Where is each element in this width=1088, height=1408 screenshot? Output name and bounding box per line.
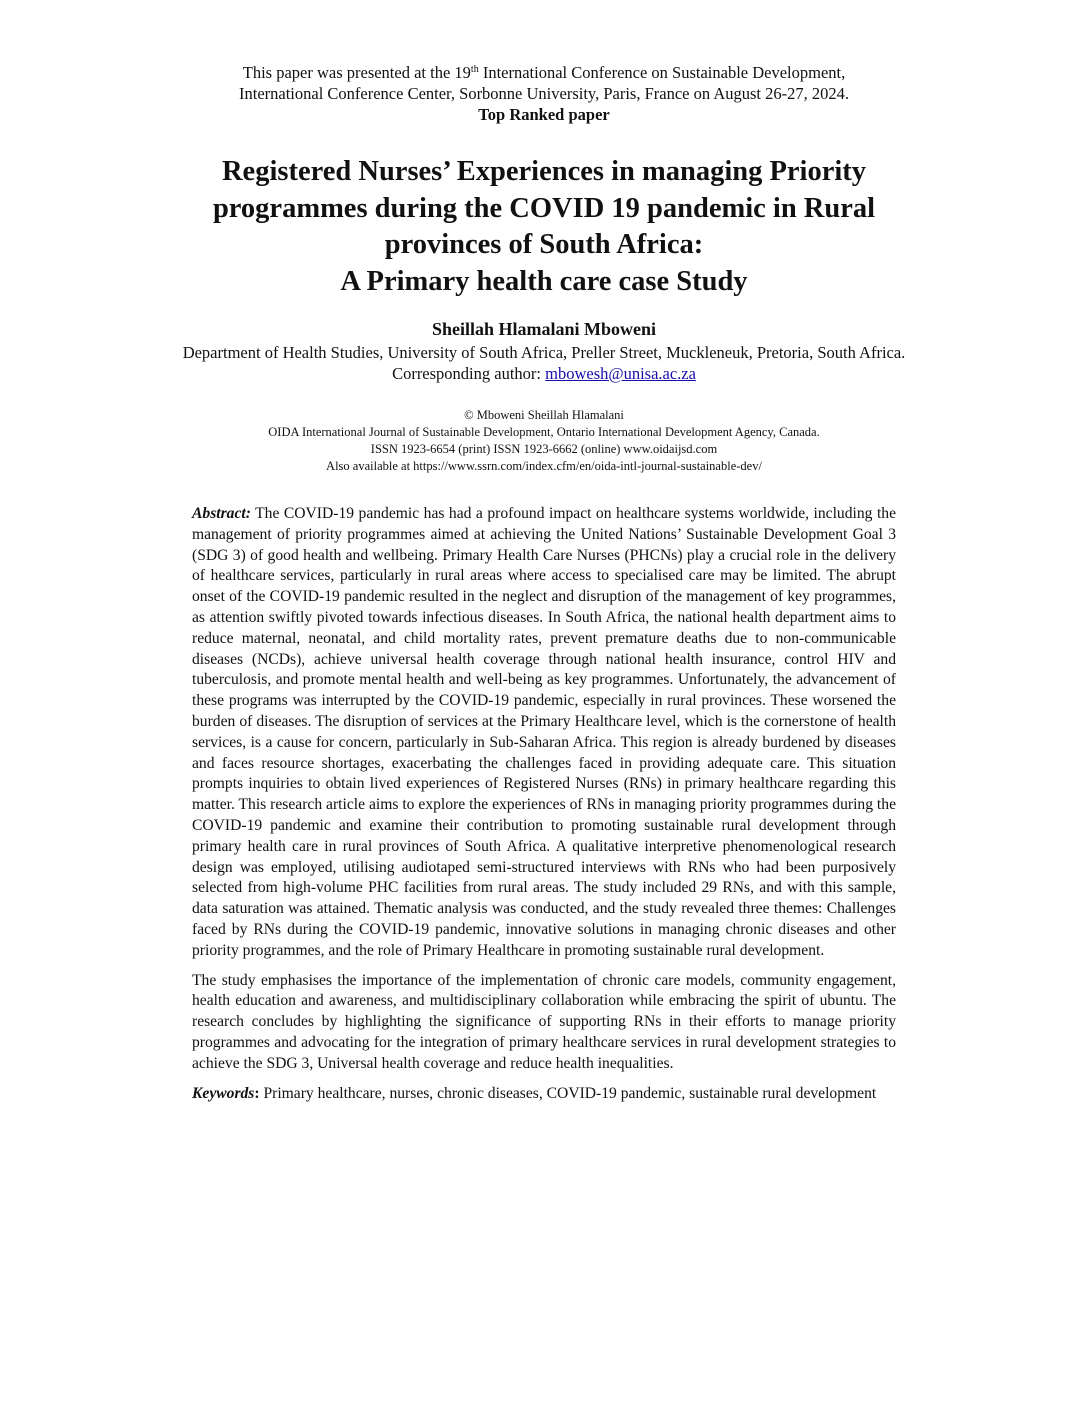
top-ranked-label: Top Ranked paper (478, 105, 610, 124)
keywords-text: Primary healthcare, nurses, chronic diseases, COVID-19 pandemic, sustainable rural development (259, 1084, 877, 1102)
title-line: A Primary health care case Study (340, 265, 748, 297)
copyright-holder: © Mboweni Sheillah Hlamalani (464, 408, 624, 422)
conference-line-2: International Conference Center, Sorbonne University, Paris, France on August 26-27, 2024. (238, 84, 849, 103)
abstract-text: The COVID-19 pandemic has had a profound impact on healthcare systems worldwide, including the management of priority programmes aimed at achieving the United Nations’ Sustainable Development Goal 3 (SDG 3) of good health and wellbeing. Primary Health Care Nurses (PHCNs) play a crucial role in the delivery of healthcare services, particularly in rural areas where access to specialised care may be limited. The abrupt onset of the COVID-19 pandemic resulted in the neglect and disruption of the management of key programmes, as attention swiftly pivoted towards infectious diseases. In South Africa, the national health department aims to reduce maternal, neonatal, and child mortality rates, prevent premature deaths due to non-communicable diseases (NCDs), achieve universal health coverage through national health insurance, control HIV and tuberculosis, and promote mental health and well-being as key programmes. Unfortunately, the advancement of these programs was interrupted by the COVID-19 pandemic, especially in rural provinces. These worsened the burden of diseases. The disruption of services at the Primary Healthcare level, which is the cornerstone of health services, is a cause for concern, particularly in Sub-Saharan Africa. This region is already burdened by diseases and faces resource shortages, exacerbating the challenges faced in providing adequate care. This situation prompts inquiries to obtain lived experiences of Registered Nurses (RNs) in primary healthcare regarding this matter. This research article aims to explore the experiences of RNs in managing priority programmes during the COVID-19 pandemic and examine their contribution to promoting sustainable rural development through primary health care in rural provinces of South Africa. A qualitative interpretive phenomenological research design was employed, utilising audiotaped semi-structured interviews with RNs who had been purposively selected from high-volume PHC facilities from rural areas. The study included 29 RNs, and with this sample, data saturation was attained. Thematic analysis was conducted, and the study revealed three themes: Challenges faced by RNs during the COVID-19 pandemic, innovative solutions in managing chronic diseases and other priority programmes, and the role of Primary Healthcare in promoting sustainable rural development. (192, 505, 896, 959)
author-affiliation (60, 342, 1028, 384)
title-line: Registered Nurses’ Experiences in managing Priority (221, 156, 867, 187)
title-line: programmes during the COVID 19 pandemic in Rural (212, 192, 876, 224)
paper-title (120, 154, 968, 300)
keywords-paragraph (192, 1084, 896, 1105)
keywords-label: Keywords (192, 1084, 255, 1102)
abstract-paragraph (192, 504, 896, 962)
ordinal-suffix: th (470, 64, 479, 75)
keywords-colon: : (254, 1084, 260, 1102)
journal-name: OIDA International Journal of Sustainable Development, Ontario International Development Agency, Canada. (268, 425, 820, 439)
abstract-paragraph-2: The study emphasises the importance of the implementation of chronic care models, community engagement, health education and awareness, and multidisciplinary collaboration while embracing the spirit of ubuntu. The research concludes by highlighting the significance of supporting RNs in their efforts to manage priority programmes and advocating for the integration of primary healthcare services in rural development strategies to achieve the SDG 3, Universal health coverage and reduce health inequalities. (192, 971, 896, 1072)
author-email-link[interactable]: mbowesh@unisa.ac.za (545, 364, 696, 383)
abstract-label: Abstract: (192, 505, 251, 522)
availability-line: Also available at https://www.ssrn.com/index.cfm/en/oida-intl-journal-sustainable-dev/ (326, 459, 762, 473)
corresponding-author: Corresponding author: mbowesh@unisa.ac.za (392, 364, 696, 383)
conference-note (130, 62, 958, 125)
title-line: provinces of South Africa: (384, 229, 704, 260)
abstract-section (192, 504, 896, 1104)
conference-line-1: This paper was presented at the 19th International Conference on Sustainable Development, (242, 63, 846, 82)
affiliation-text: Department of Health Studies, University of South Africa, Preller Street, Muckleneuk, Pretoria, South Africa. (182, 343, 906, 362)
issn-line: ISSN 1923-6654 (print) ISSN 1923-6662 (online) www.oidaijsd.com (370, 442, 718, 456)
author-name: Sheillah Hlamalani Mboweni (431, 319, 657, 339)
copyright-block (120, 407, 968, 475)
